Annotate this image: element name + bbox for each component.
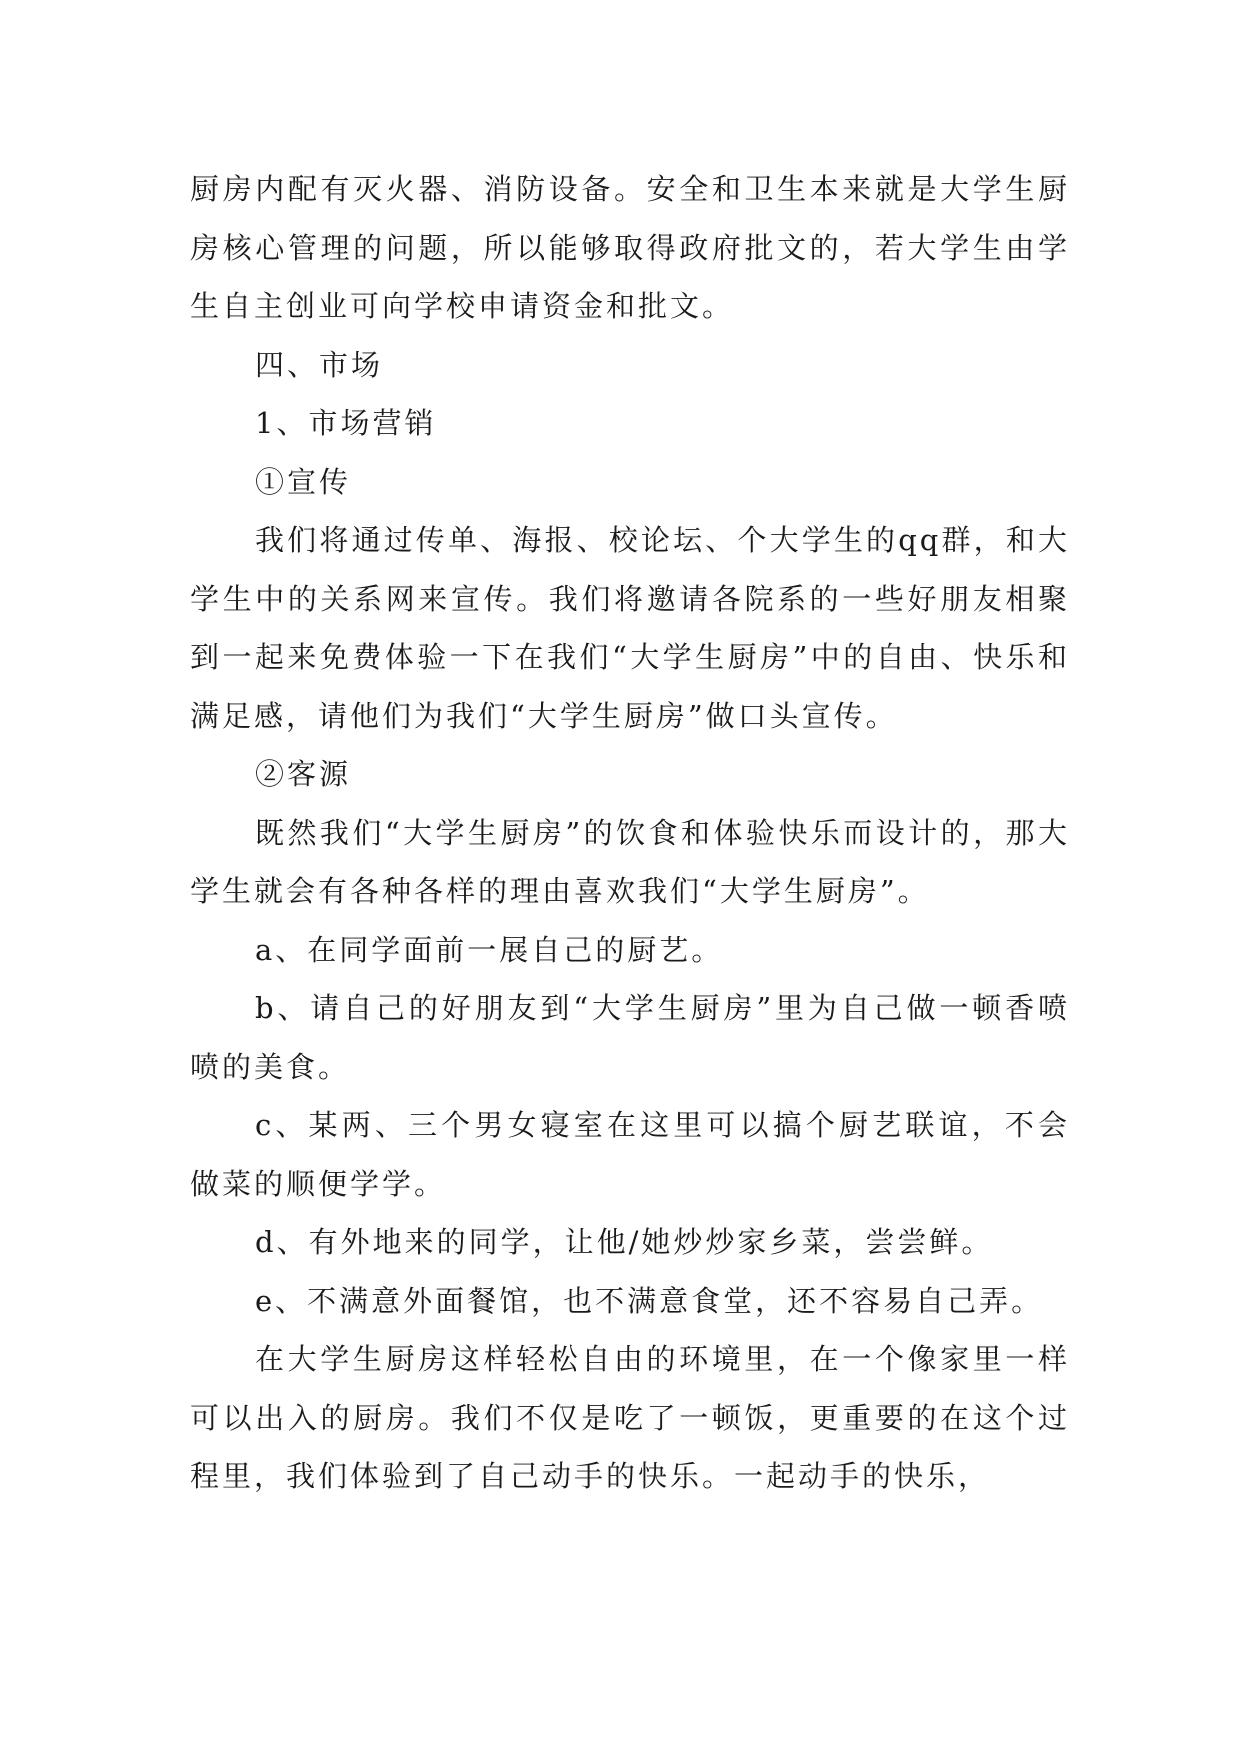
paragraph-environment: 在大学生厨房这样轻松自由的环境里，在一个像家里一样可以出入的厨房。我们不仅是吃了一顿饭，更重要的在这个过程里，我们体验到了自己动手的快乐。一起动手的快乐， — [190, 1342, 1070, 1493]
list-item-a: a、在同学面前一展自己的厨艺。 — [255, 932, 724, 967]
paragraph-promotion: 我们将通过传单、海报、校论坛、个大学生的qq群，和大学生中的关系网来宣传。我们将邀请各院系的一些好朋友相聚到一起来免费体验一下在我们“大学生厨房”中的自由、快乐和满足感，请他们为我们“大学生厨房”做口头宣传。 — [190, 523, 1070, 733]
document-body — [190, 160, 1070, 1506]
paragraph-continued: 厨房内配有灭火器、消防设备。安全和卫生本来就是大学生厨房核心管理的问题，所以能够取得政府批文的，若大学生由学生自主创业可向学校申请资金和批文。 — [190, 172, 1070, 323]
paragraph-customers: 既然我们“大学生厨房”的饮食和体验快乐而设计的，那大学生就会有各种各样的理由喜欢我们“大学生厨房”。 — [190, 815, 1070, 908]
section-heading-market: 四、市场 — [255, 347, 384, 382]
list-item-e: e、不满意外面餐馆，也不满意食堂，还不容易自己弄。 — [255, 1283, 1044, 1318]
item-heading-customers: ②客源 — [255, 757, 352, 791]
item-heading-promotion: ①宣传 — [255, 464, 352, 499]
list-item-c: c、某两、三个男女寝室在这里可以搞个厨艺联谊，不会做菜的顺便学学。 — [190, 1108, 1070, 1201]
list-item-b: b、请自己的好朋友到“大学生厨房”里为自己做一顿香喷喷的美食。 — [190, 991, 1070, 1084]
list-item-d: d、有外地来的同学，让他/她炒炒家乡菜，尝尝鲜。 — [255, 1225, 994, 1259]
subsection-heading-marketing: 1、市场营销 — [255, 406, 437, 440]
